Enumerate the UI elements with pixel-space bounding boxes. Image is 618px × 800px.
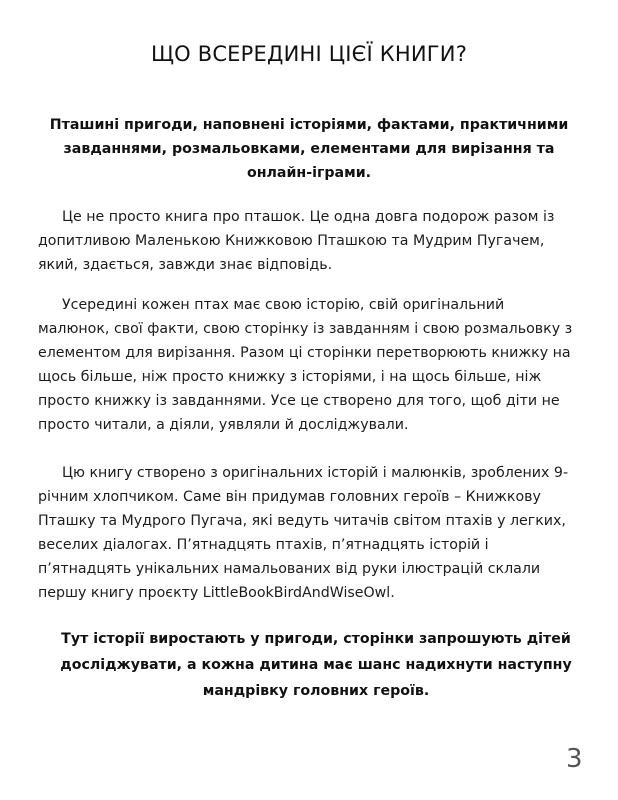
page-number: 3 [566, 744, 583, 774]
page-subtitle: Пташині пригоди, наповнені історіями, фактами, практичними завданнями, розмальовками, елементами для вирізання та онлайн-іграми. [49, 117, 569, 181]
paragraph-1: Це не просто книга про пташок. Це одна довга подорож разом із допитливою Маленькою Книжковою Пташкою та Мудрим Пугачем, який, здається, завжди знає відповідь. [38, 209, 555, 273]
paragraph-2: Усередині кожен птах має свою історію, свій оригінальний малюнок, свої факти, свою сторінку із завданням і свою розмальовку з елементом для вирізання. Разом ці сторінки перетворюють книжку на щось більше, ніж просто книжку з історіями, і на щось більше, ніж просто книжку із завданнями. Усе це створено для того, щоб діти не просто читали, а діяли, уявляли й досліджували. [38, 297, 573, 433]
paragraph-3: Цю книгу створено з оригінальних історій і малюнків, зроблених 9-річним хлопчиком. Саме він придумав головних героїв – Книжкову Пташку та Мудрого Пугача, які ведуть читачів світом птахів у легких, веселих діалогах. П’ятнадцять птахів, п’ятнадцять історій і п’ятнадцять унікальних намальованих від руки ілюстрацій склали першу книгу проєкту LittleBookBirdAndWiseOwl. [38, 465, 569, 601]
closing-statement: Тут історії виростають у пригоди, сторінки запрошують дітей досліджувати, а кожна дитина має шанс надихнути наступну мандрівку головних героїв. [60, 631, 572, 699]
page-title: ЩО ВСЕРЕДИНІ ЦІЄЇ КНИГИ? [150, 42, 468, 66]
